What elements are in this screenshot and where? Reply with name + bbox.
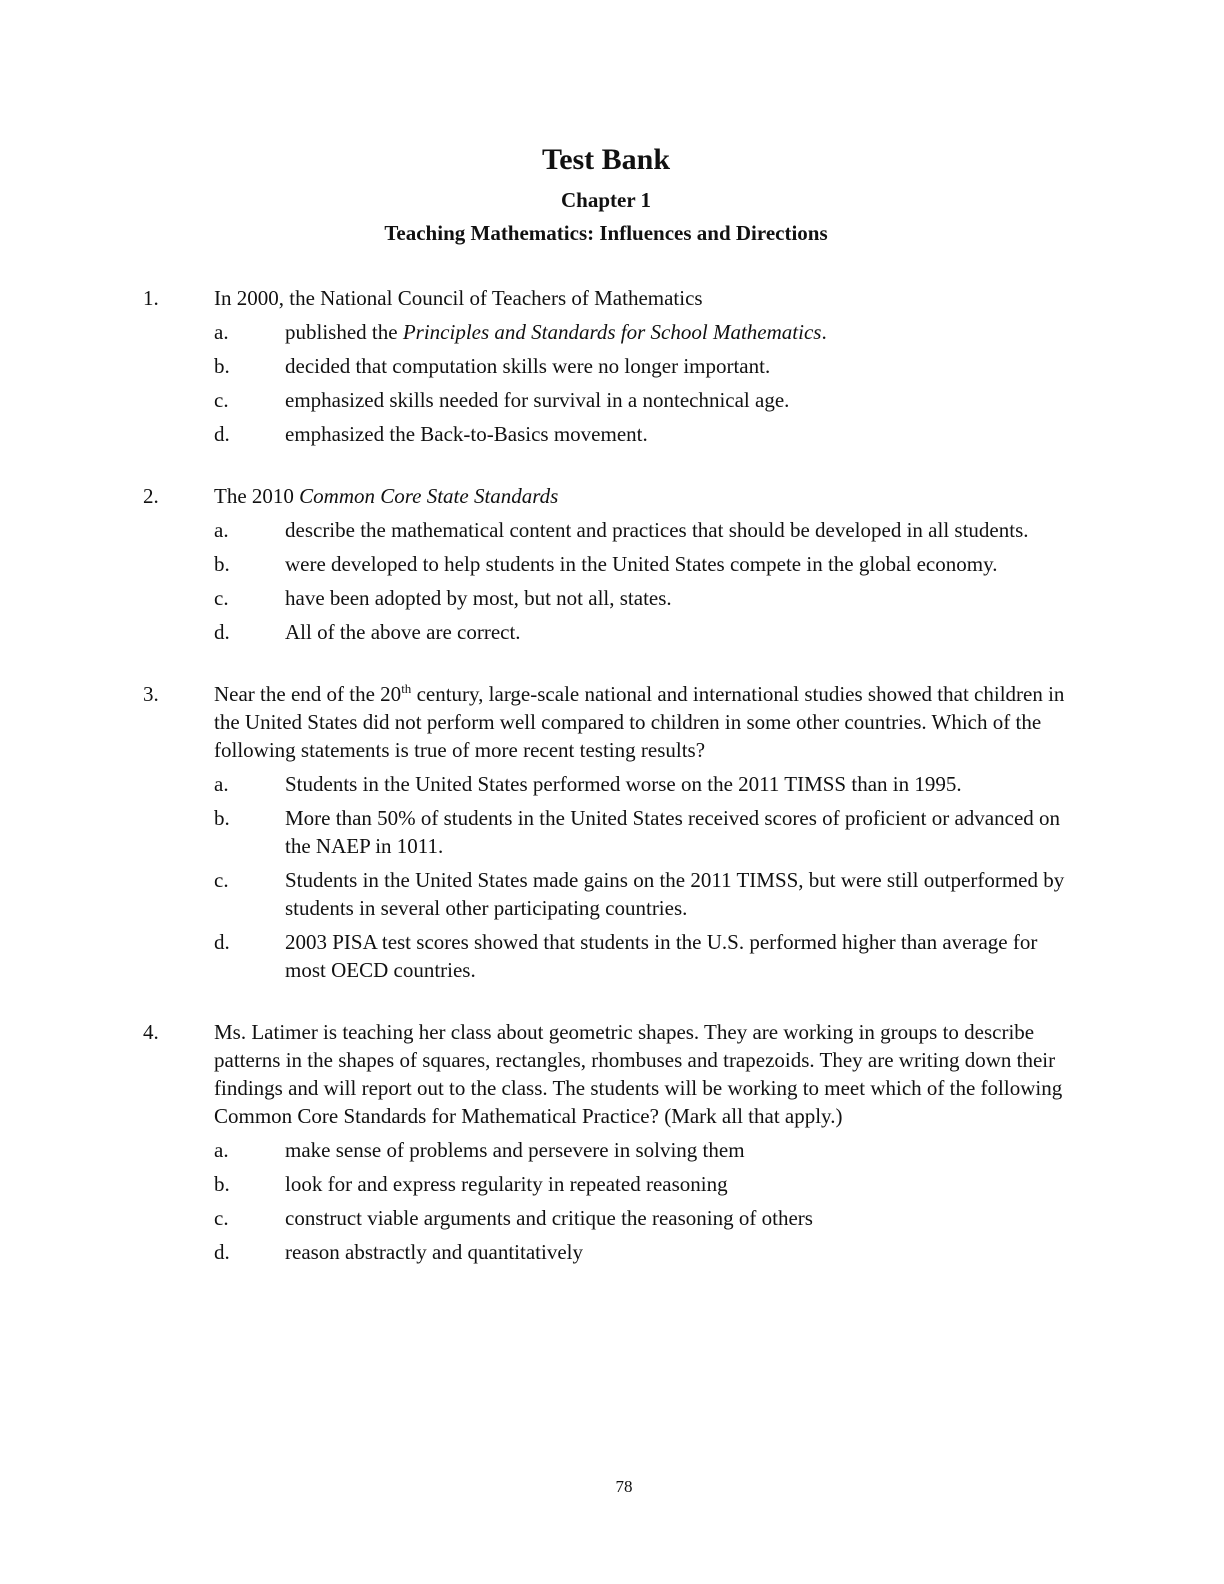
question-1 — [0, 284, 1224, 448]
choice-text — [285, 318, 1065, 346]
choice-letter: d. — [214, 422, 230, 446]
choice-text: have been adopted by most, but not all, states. — [285, 586, 672, 610]
chapter-subtitle: Teaching Mathematics: Influences and Directions — [384, 221, 828, 245]
question-stem: Ms. Latimer is teaching her class about geometric shapes. They are working in groups to describe patterns in the shapes of squares, rectangles, rhombuses and trapezoids. They are writing down their findings and will report out to the class. The students will be working to meet which of the following Common Core Standards for Mathematical Practice? (Mark all that apply.) — [214, 1020, 1063, 1128]
choice-text: construct viable arguments and critique the reasoning of others — [285, 1206, 813, 1230]
choice-text: All of the above are correct. — [285, 620, 521, 644]
choice-letter: a. — [214, 518, 229, 542]
choice-a — [0, 770, 1224, 798]
choice-letter: d. — [214, 620, 230, 644]
choice-b — [0, 804, 1224, 860]
choice-d — [0, 618, 1224, 646]
choice-text: emphasized the Back-to-Basics movement. — [285, 422, 648, 446]
choice-text-punct: . — [821, 320, 827, 344]
choice-letter: a. — [214, 772, 229, 796]
question-number: 3. — [143, 682, 159, 706]
choice-letter: c. — [214, 586, 229, 610]
choice-text: look for and express regularity in repeated reasoning — [285, 1172, 728, 1196]
choice-text: decided that computation skills were no longer important. — [285, 354, 771, 378]
choice-text: describe the mathematical content and practices that should be developed in all students. — [285, 518, 1029, 542]
chapter-heading: Chapter 1 — [560, 188, 652, 212]
choice-a — [0, 318, 1224, 346]
stem-text: The 2010 — [214, 484, 300, 508]
choice-d — [0, 420, 1224, 448]
choice-text: were developed to help students in the United States compete in the global economy. — [285, 552, 998, 576]
question-stem — [214, 680, 1074, 764]
choice-letter: c. — [214, 388, 229, 412]
question-stem — [214, 482, 1074, 510]
stem-text: Near the end of the 20 — [214, 682, 402, 706]
choice-text: More than 50% of students in the United States received scores of proficient or advanced on the NAEP in 1011. — [285, 806, 1061, 858]
question-2 — [0, 482, 1224, 646]
choice-letter: b. — [214, 354, 230, 378]
question-stem: In 2000, the National Council of Teachers of Mathematics — [214, 286, 703, 310]
page-title: Test Bank — [541, 143, 671, 176]
choice-text: make sense of problems and persevere in solving them — [285, 1138, 745, 1162]
choice-c — [0, 866, 1224, 922]
choice-c — [0, 1204, 1224, 1232]
question-number: 4. — [143, 1020, 159, 1044]
question-list — [0, 284, 1224, 1300]
choice-a — [0, 1136, 1224, 1164]
question-4 — [0, 1018, 1224, 1266]
question-number: 1. — [143, 286, 159, 310]
choice-letter: b. — [214, 552, 230, 576]
question-3 — [0, 680, 1224, 984]
choice-text: Students in the United States made gains on the 2011 TIMSS, but were still outperformed by students in several other participating countries. — [285, 868, 1065, 920]
choice-b — [0, 352, 1224, 380]
choice-letter: a. — [214, 1138, 229, 1162]
choice-a — [0, 516, 1224, 544]
ordinal-suffix: th — [401, 681, 412, 696]
choice-c — [0, 584, 1224, 612]
choice-b — [0, 1170, 1224, 1198]
choice-d — [0, 928, 1224, 984]
choice-text: 2003 PISA test scores showed that students in the U.S. performed higher than average for most OECD countries. — [285, 930, 1038, 982]
choice-c — [0, 386, 1224, 414]
publication-title: Common Core State Standards — [299, 484, 559, 508]
choice-text-plain: published the — [285, 320, 403, 344]
choice-letter: b. — [214, 806, 230, 830]
choice-b — [0, 550, 1224, 578]
choice-letter: a. — [214, 320, 229, 344]
choice-letter: d. — [214, 930, 230, 954]
choice-text: reason abstractly and quantitatively — [285, 1240, 583, 1264]
choice-d — [0, 1238, 1224, 1266]
choice-text: Students in the United States performed worse on the 2011 TIMSS than in 1995. — [285, 772, 962, 796]
page-number: 78 — [615, 1477, 633, 1496]
choice-text: emphasized skills needed for survival in a nontechnical age. — [285, 388, 790, 412]
choice-letter: d. — [214, 1240, 230, 1264]
publication-title: Principles and Standards for School Mathematics — [402, 320, 822, 344]
choice-letter: c. — [214, 1206, 229, 1230]
choice-letter: c. — [214, 868, 229, 892]
question-number: 2. — [143, 484, 159, 508]
stem-text-rest: century, large-scale national and international studies showed that children in the United States did not perform well compared to children in some other countries. Which of the following statements is true of more recent testing results? — [214, 682, 1065, 762]
choice-letter: b. — [214, 1172, 230, 1196]
